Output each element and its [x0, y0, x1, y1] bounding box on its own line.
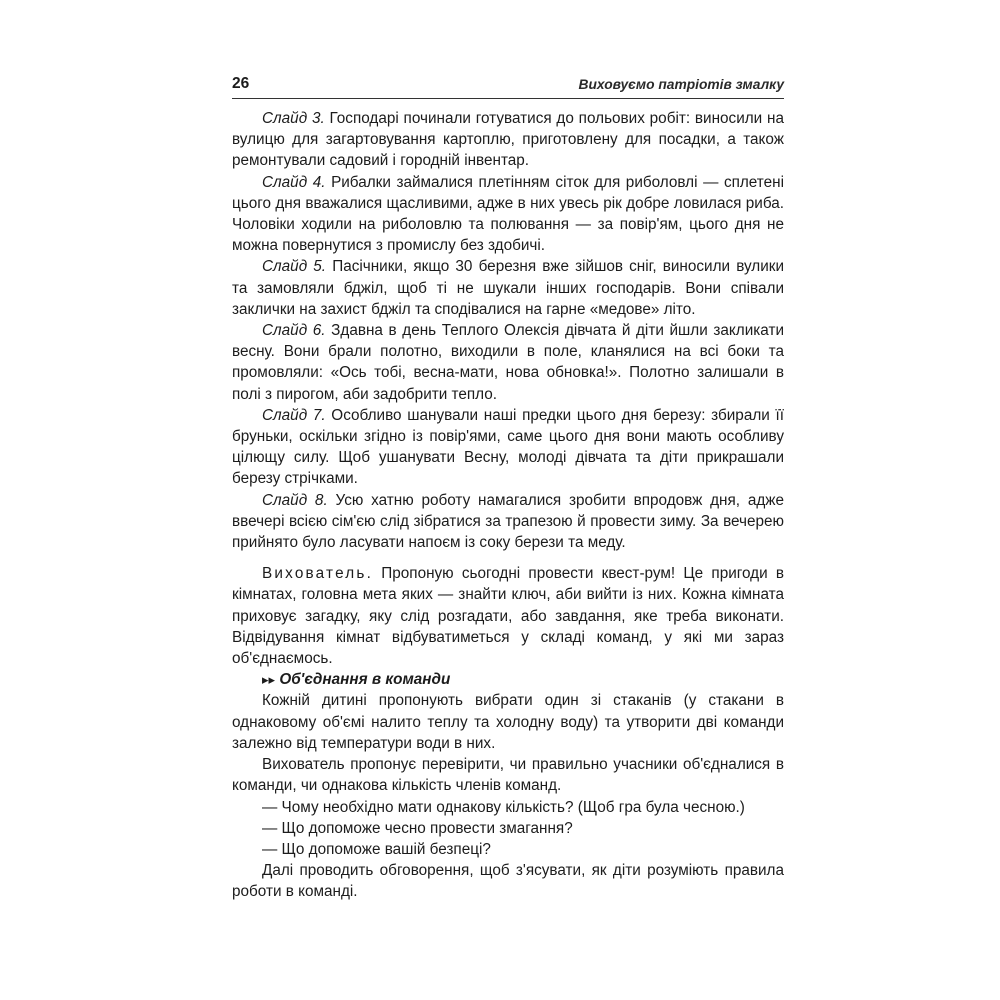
page-header — [232, 72, 784, 99]
slide-3-text: Господарі починали готуватися до польових робіт: виносили на вулицю для загартовування картоплю, приготовлену для посадки, а також ремонтували садовий і городній інвентар. — [232, 110, 784, 170]
slide-4-text: Рибалки займалися плетінням сіток для риболовлі — сплетені цього дня вважалися щасливими, адже в них увесь рік добре ловилася риба. Чоловіки ходили на риболовлю та полювання — за повір'ям, цього дня не можна повернутися з промислу без здобичі. — [232, 173, 784, 255]
question-1: — Чому необхідно мати однакову кількість? (Щоб гра була чесною.) — [262, 798, 745, 816]
book-page — [232, 72, 784, 903]
slide-7-paragraph — [232, 405, 784, 490]
slide-8-text: Усю хатню роботу намагалися зробити впродовж дня, адже ввечері всією сім'єю слід зібратися за трапезою й провести зиму. За вечерею прийнято було ласувати напоєм із соку берези та меду. — [232, 491, 785, 552]
double-arrow-icon: ▸▸ — [262, 672, 276, 688]
educator-speaker: Вихователь. — [262, 565, 374, 583]
instruction-paragraph: Кожній дитині пропонують вибрати один зі стаканів (у стакани в однаковому об'ємі налито теплу та холодну воду) та утворити дві команди залежно від температури води в них. — [232, 692, 784, 752]
slide-4-label: Слайд 4. — [262, 173, 326, 191]
running-title: Виховуємо патріотів змалку — [578, 77, 784, 92]
question-2: — Що допоможе чесно провести змагання? — [262, 819, 573, 837]
educator-paragraph — [232, 563, 784, 669]
discussion-paragraph: Далі проводить обговорення, щоб з'ясувати, як діти розуміють правила роботи в команді. — [232, 862, 784, 901]
slide-8-label: Слайд 8. — [262, 491, 328, 509]
slide-8-paragraph — [232, 490, 784, 554]
slide-7-label: Слайд 7. — [262, 406, 326, 424]
slide-3-paragraph — [232, 108, 784, 172]
educator-text: Пропоную сьогодні провести квест-рум! Це пригоди в кімнатах, головна мета яких — знайти ключ, аби вийти із них. Кожна кімната приховує загадку, яку слід розгадати, або завдання, яке треба виконати. Відвідування кімнат відбуватиметься у складі команд, у які ми зараз об'єднаємось. — [232, 565, 784, 668]
slide-6-paragraph — [232, 320, 784, 405]
slide-5-text: Пасічники, якщо 30 березня вже зійшов сніг, виносили вулики та замовляли бджіл, щоб ті не шукали інших господарів. Вони співали заклички на захист бджіл та сподівалися на гарне «медове» літо. — [232, 258, 784, 318]
slide-3-label: Слайд 3. — [262, 110, 325, 127]
slide-6-label: Слайд 6. — [262, 322, 326, 340]
slide-6-text: Здавна в день Теплого Олексія дівчата й діти йшли закликати весну. Вони брали полотно, виходили в поле, кланялися на всі боки та промовляли: «Ось тобі, весна-мати, нова обновка!». Полотно залишали в полі з пирогом, аби задобрити тепло. — [232, 322, 784, 403]
section-heading-text: Об'єднання в команди — [279, 671, 451, 689]
slide-5-label: Слайд 5. — [262, 258, 327, 276]
slide-7-text: Особливо шанували наші предки цього дня березу: збирали її бруньки, оскільки згідно із повір'ями, саме цього дня вони мають особливу цілющу силу. Щоб ушанувати Весну, молоді дівчата та діти прикрашали березу стрічками. — [232, 406, 784, 488]
check-paragraph: Вихователь пропонує перевірити, чи правильно учасники об'єдналися в команди, чи однакова кількість членів команд. — [232, 756, 784, 795]
slide-4-paragraph — [232, 172, 784, 257]
section-heading — [232, 669, 784, 690]
page-number: 26 — [232, 75, 250, 92]
page-body — [232, 108, 784, 903]
slide-5-paragraph — [232, 256, 784, 320]
question-3: — Що допоможе вашій безпеці? — [262, 840, 491, 858]
